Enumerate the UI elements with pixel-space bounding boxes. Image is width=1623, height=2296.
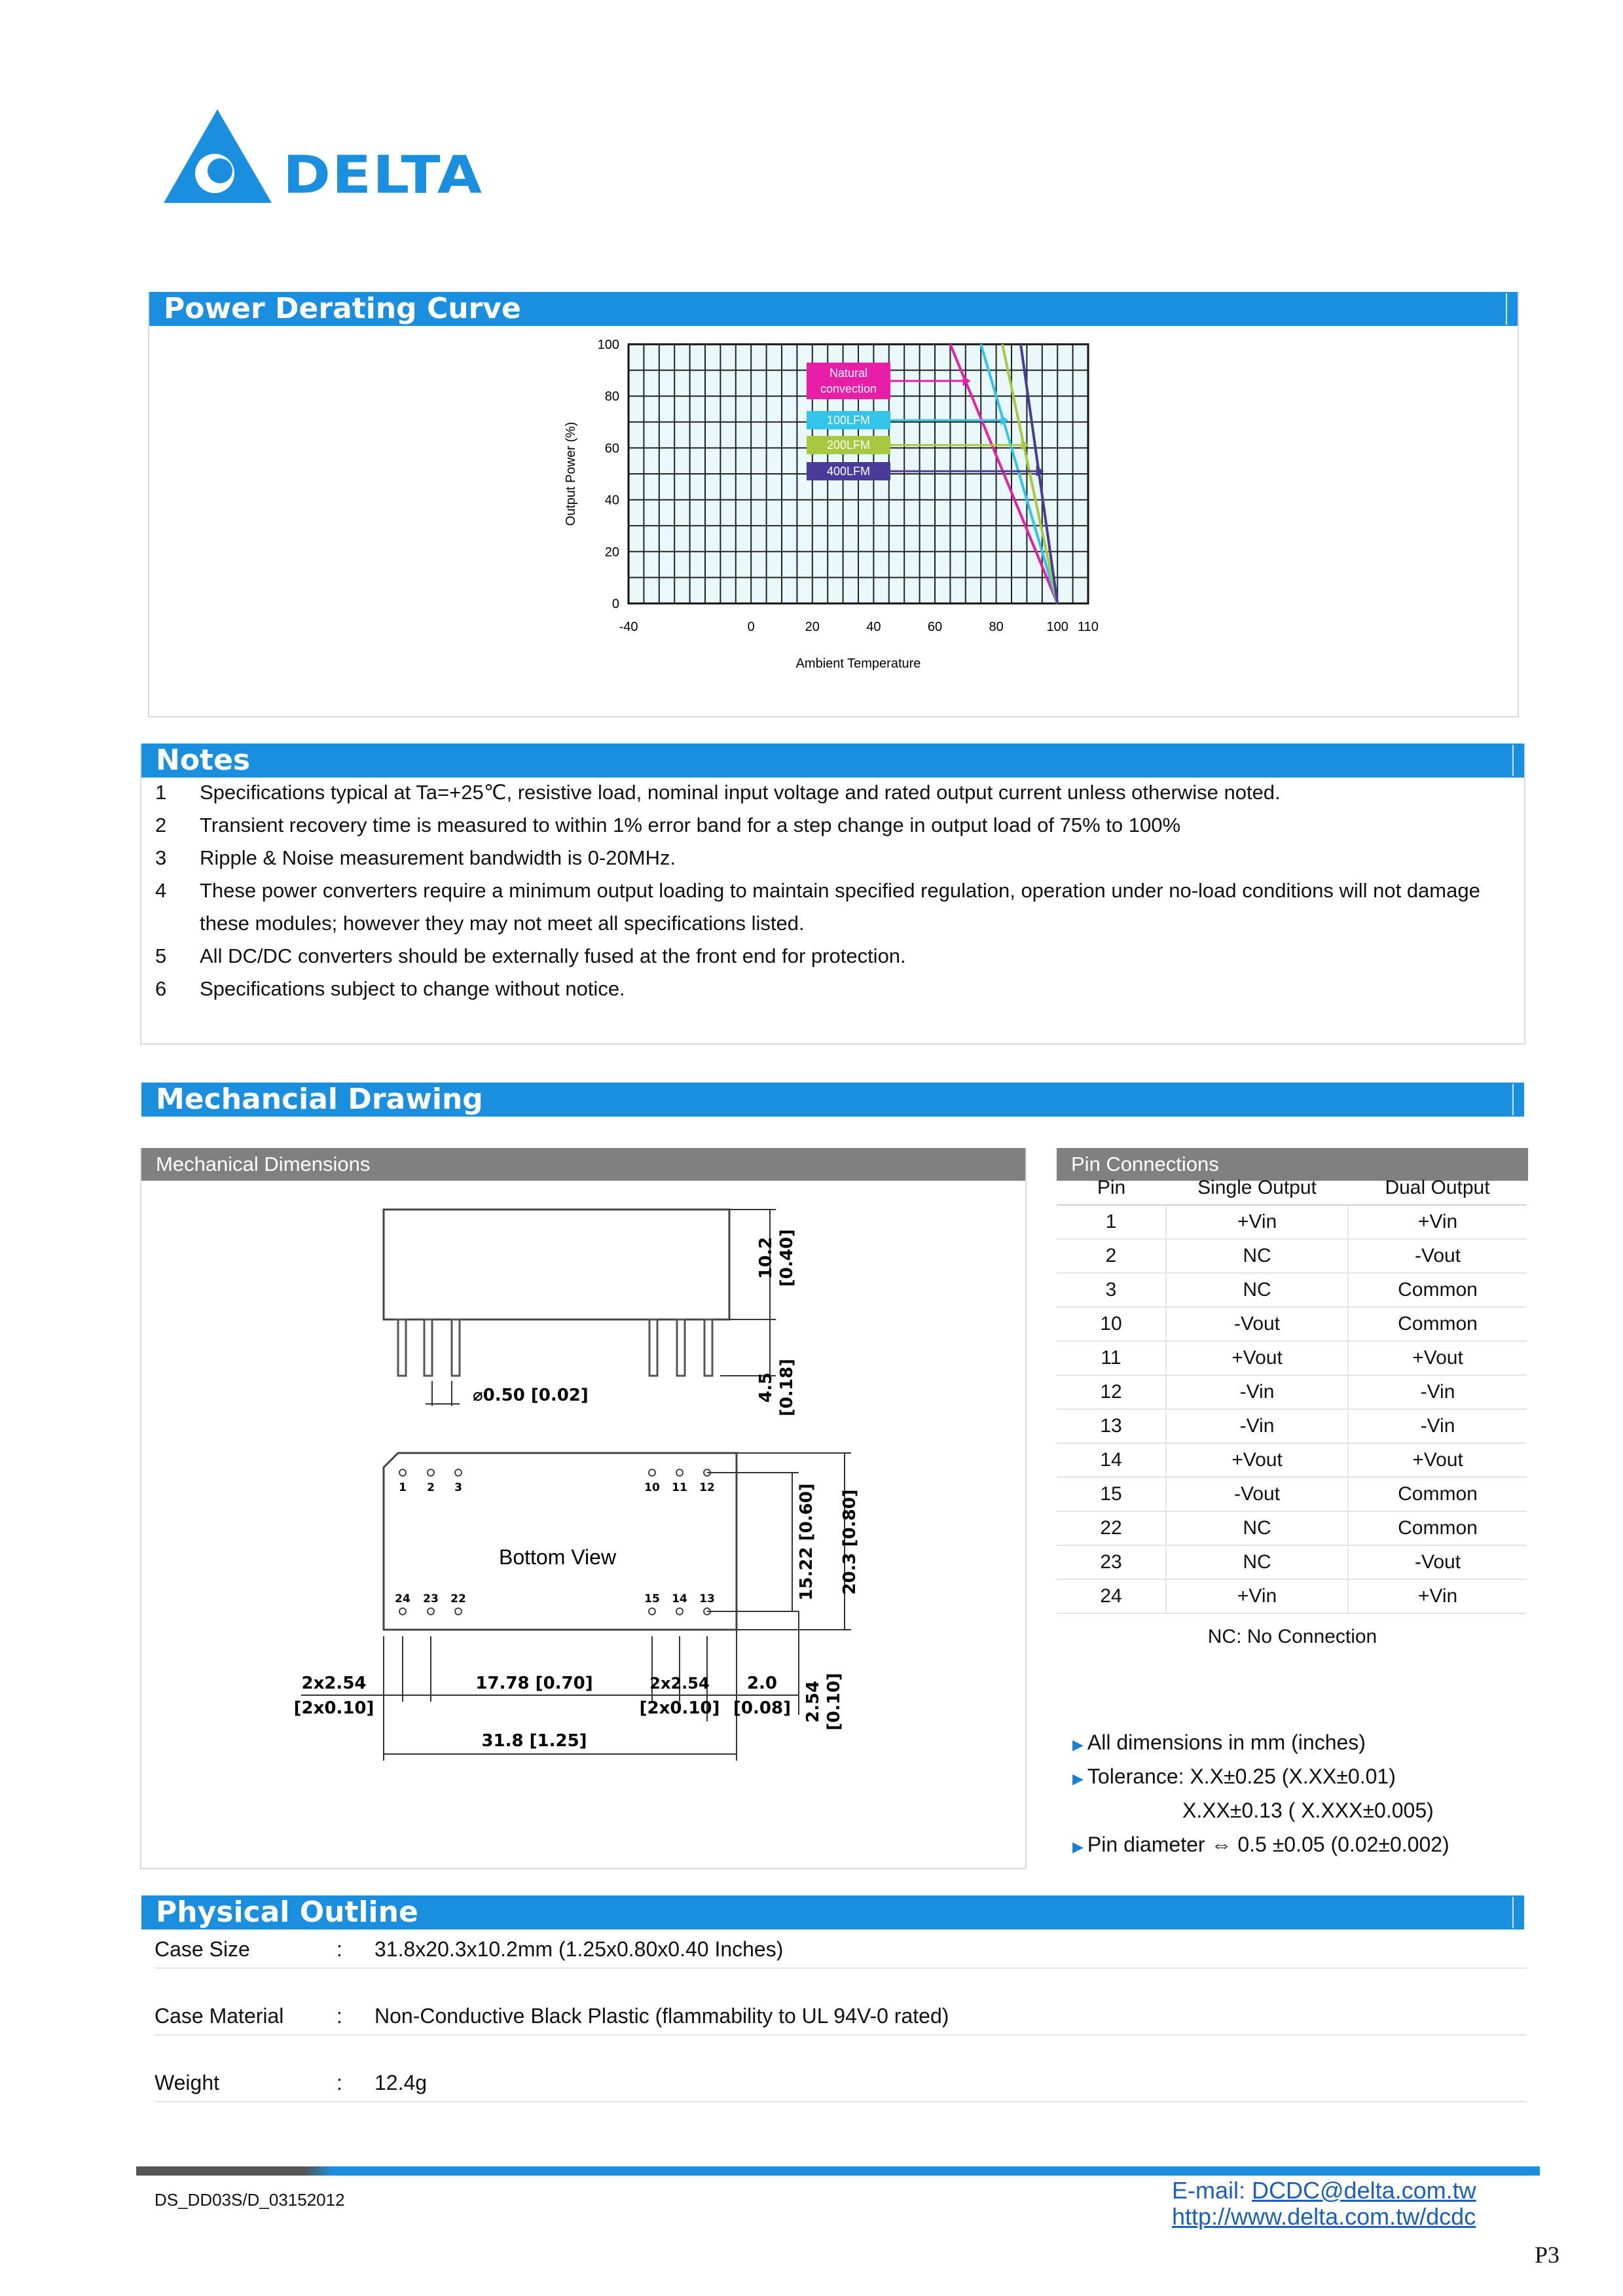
x-tick-label: 40 <box>866 620 881 634</box>
pin-label: 24 <box>395 1592 410 1605</box>
y-tick-label: 40 <box>604 493 619 508</box>
website-link[interactable]: http://www.delta.com.tw/dcdc <box>1172 2203 1476 2230</box>
bullet-triangle-icon: ▶ <box>1072 1736 1084 1753</box>
bullet-dims: ▶ All dimensions in mm (inches) <box>1072 1731 1366 1754</box>
pin-label: 3 <box>454 1481 462 1494</box>
pin-table <box>1057 1172 1527 1614</box>
pin-label: 11 <box>672 1481 687 1494</box>
legend-label: 400LFM <box>826 465 871 478</box>
y-tick-label: 100 <box>597 338 619 352</box>
x-tick-label: 60 <box>927 620 943 634</box>
dim-17-78: 17.78 [0.70] <box>475 1674 593 1693</box>
mechanical-drawing-svg <box>288 1185 877 1774</box>
x-axis-label: Ambient Temperature <box>795 656 921 671</box>
x-tick-label: 0 <box>747 620 755 634</box>
table-row: 11 +Vout +Vout <box>1057 1341 1527 1375</box>
bullet-triangle-icon: ▶ <box>1072 1770 1084 1787</box>
table-row: 12 -Vin -Vin <box>1057 1375 1527 1409</box>
note-item: 1 Specifications typical at Ta=+25℃, resistive load, nominal input voltage and rated output current unless otherwise noted. <box>155 781 1281 804</box>
note-item: 6 Specifications subject to change without notice. <box>155 977 625 1000</box>
bullet-pin-diameter: ▶ Pin diameter ⇔ 0.5 ±0.05 (0.02±0.002) <box>1072 1833 1450 1856</box>
dim-20-3: 20.3 [0.80] <box>840 1489 860 1595</box>
pin-connections-title: Pin Connections <box>1057 1148 1528 1181</box>
dim-height: 10.2 <box>756 1236 776 1280</box>
pin-label: 12 <box>699 1481 715 1494</box>
table-row: 22 NC Common <box>1057 1511 1527 1545</box>
dim-2-54: 2.54 <box>803 1680 823 1723</box>
table-row: 24 +Vin +Vin <box>1057 1579 1527 1613</box>
table-row: 3 NC Common <box>1057 1273 1527 1307</box>
footer-rule <box>136 2166 1540 2176</box>
pin-label: 15 <box>644 1592 660 1605</box>
pin-label: 10 <box>644 1481 660 1494</box>
x-tick-label: 80 <box>989 620 1004 634</box>
bullet-triangle-icon: ▶ <box>1072 1839 1084 1855</box>
x-tick-label: 100 <box>1046 620 1068 634</box>
mechanical-drawing <box>288 1185 877 1774</box>
footer-email: E-mail: DCDC@delta.com.tw <box>1172 2177 1476 2204</box>
notes-header: Notes <box>141 744 1524 778</box>
pin-label: 22 <box>450 1592 466 1605</box>
x-tick-label: 20 <box>805 620 820 634</box>
x-tick-label: 110 <box>1078 620 1099 634</box>
pin-label: 1 <box>399 1481 407 1494</box>
physical-row-weight: Weight : 12.4g <box>155 2064 1527 2102</box>
notes-list <box>141 776 1510 1005</box>
dim-pitch-a: 2x2.54 <box>301 1674 367 1693</box>
table-row: 10 -Vout Common <box>1057 1307 1527 1341</box>
delta-wordmark: DELTA <box>283 144 483 206</box>
table-row: 2 NC -Vout <box>1057 1239 1527 1273</box>
x-tick-label: -40 <box>619 620 638 634</box>
note-item: 5 All DC/DC converters should be externally fused at the front end for protection. <box>155 944 906 967</box>
note-item: 3 Ripple & Noise measurement bandwidth is 0-20MHz. <box>155 846 676 869</box>
dim-15-22: 15.22 [0.60] <box>797 1483 816 1601</box>
legend-label: 200LFM <box>826 439 871 452</box>
derating-chart <box>556 334 1113 674</box>
page-number: P3 <box>1535 2242 1560 2268</box>
pin-label: 2 <box>427 1481 435 1494</box>
table-row: 23 NC -Vout <box>1057 1545 1527 1579</box>
dim-31-8: 31.8 [1.25] <box>481 1731 587 1751</box>
pin-label: 13 <box>699 1592 715 1605</box>
mech-header: Mechancial Drawing <box>141 1083 1524 1117</box>
physical-header: Physical Outline <box>141 1895 1524 1929</box>
legend-label: Natural <box>829 367 868 380</box>
physical-row-case-size: Case Size : 31.8x20.3x10.2mm (1.25x0.80x0.40 Inches) <box>155 1931 1527 1969</box>
table-row: 14 +Vout +Vout <box>1057 1443 1527 1477</box>
note-item: 2 Transient recovery time is measured to within 1% error band for a step change in output load of 75% to 100% <box>155 814 1181 836</box>
dim-2-54-in: [0.10] <box>824 1673 844 1731</box>
dim-height-in: [0.40] <box>777 1229 797 1287</box>
legend-label: 100LFM <box>826 414 871 427</box>
dim-pitch-b-in: [2x0.10] <box>639 1698 720 1718</box>
pin-table-header: Pin Single Output Dual Output <box>1057 1172 1527 1205</box>
bullet-tolerance-2: X.XX±0.13 ( X.XXX±0.005) <box>1182 1799 1434 1822</box>
y-axis-label: Output Power (%) <box>564 422 578 526</box>
email-link[interactable]: DCDC@delta.com.tw <box>1252 2177 1476 2204</box>
nc-note: NC: No Connection <box>1207 1626 1377 1647</box>
pin-label: 23 <box>423 1592 439 1605</box>
dim-pin-diameter: ⌀0.50 [0.02] <box>473 1386 589 1405</box>
dim-pitch-b: 2x2.54 <box>649 1674 710 1693</box>
dim-2-0-in: [0.08] <box>733 1698 791 1718</box>
y-tick-label: 20 <box>604 545 619 560</box>
y-tick-label: 60 <box>604 441 619 456</box>
dim-pitch-a-in: [2x0.10] <box>293 1698 374 1718</box>
dim-pin-length-in: [0.18] <box>777 1359 797 1416</box>
legend-label: convection <box>820 382 877 395</box>
derating-chart-svg <box>556 334 1113 674</box>
bullet-tolerance: ▶ Tolerance: X.X±0.25 (X.XX±0.01) <box>1072 1765 1396 1788</box>
y-tick-label: 0 <box>611 597 619 611</box>
note-item: 4 These power converters require a minimum output loading to maintain specified regulation, operation under no-load conditions will not damage these modules; however they may not meet all specifications listed. <box>155 879 1480 935</box>
table-row: 13 -Vin -Vin <box>1057 1409 1527 1443</box>
mech-dims-title: Mechanical Dimensions <box>141 1148 1025 1181</box>
bottom-view-label: Bottom View <box>499 1545 617 1569</box>
footer-doc-id: DS_DD03S/D_03152012 <box>155 2190 345 2210</box>
physical-row-case-material: Case Material : Non-Conductive Black Plastic (flammability to UL 94V-0 rated) <box>155 1998 1527 2036</box>
pin-label: 14 <box>672 1592 687 1605</box>
dim-2-0: 2.0 <box>746 1674 778 1693</box>
table-row: 15 -Vout Common <box>1057 1477 1527 1511</box>
table-row: 1 +Vin +Vin <box>1057 1205 1527 1239</box>
y-tick-label: 80 <box>604 389 619 404</box>
delta-logo <box>164 108 483 206</box>
dim-pin-length: 4.5 <box>756 1372 776 1403</box>
derating-header: Power Derating Curve <box>149 292 1518 326</box>
